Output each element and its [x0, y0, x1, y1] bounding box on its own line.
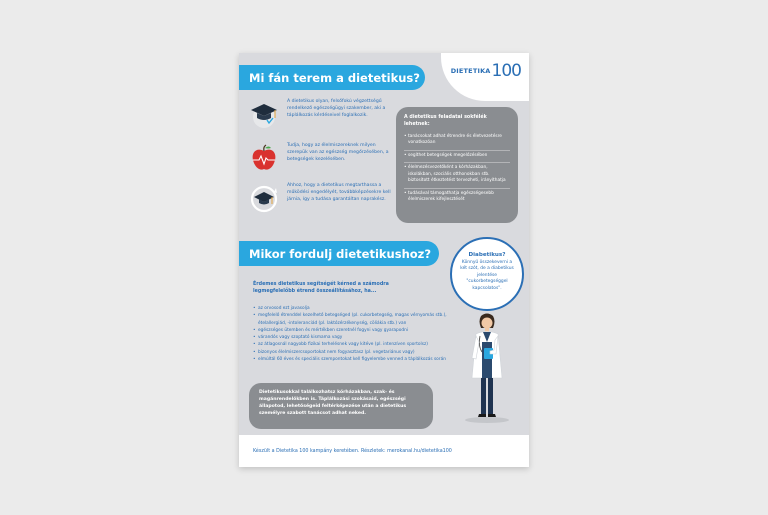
task-item: • segíthet betegségek megelőzésében	[404, 150, 510, 159]
tasks-title: A dietetikus feladatai sokfélék lehetnek:	[404, 115, 487, 127]
fact-text: Ahhoz, hogy a dietetikus megtarthassa a működési engedélyét, továbbképzésekre kell járnia, így a tudása garantáltan naprakész.	[287, 183, 391, 202]
fact-item	[247, 143, 392, 173]
when-item: • elmúltál 60 éves és speciális szempontokat kell figyelembe venned a táplálkozás során	[253, 356, 458, 363]
task-item: • tanácsokat adhat étrendre és életvezetésre vonatkozóan	[404, 134, 510, 147]
when-list	[253, 305, 458, 363]
diabetes-text: Könnyű összekeverni a két szót, de a diabetikus jelentése "cukorbetegséggel kapcsolatos".	[460, 260, 514, 291]
fact-text: A dietetikus olyan, felsőfokú végzettségű rendelkező egészségügyi szakember, aki a táplálkozás kérdéseivel foglalkozik.	[287, 99, 386, 118]
fact-item	[247, 99, 392, 129]
logo-word: DIETETIKA	[450, 67, 491, 75]
when-item: • az orvosod ezt javasolja	[253, 305, 458, 312]
when-item: • egészséges ütemben és mértékben szeretnél fogyni vagy gyarapodni	[253, 327, 458, 334]
when-item: • várandós vagy szoptató kismama vagy	[253, 334, 458, 341]
tasks-panel	[396, 107, 518, 223]
when-item: • bizonyos élelmiszercsoportokat nem fogyasztasz (pl. vegetariánus vagy)	[253, 349, 458, 356]
dietetika100-logo	[451, 61, 521, 81]
logo-number: 100	[491, 61, 521, 81]
apple-heartbeat-icon	[247, 143, 281, 173]
callout-panel: Dietetikusokkal találkozhatsz kórházakban, szak- és magánrendelőkben is. Táplálkozási szokásaid, egészségi állapotod, lehetőségeid feltérképezése után a dietetikus személyre szabott tanácsot adhat neked.	[249, 383, 433, 429]
diabetes-bubble	[450, 237, 524, 311]
footer-text: Készült a Dietetika 100 kampány keretében. Részletek: merokanal.hu/dietetika100	[253, 448, 452, 454]
graduation-refresh-icon	[247, 183, 281, 213]
fact-item	[247, 183, 392, 213]
dietitian-illustration	[460, 312, 514, 424]
fact-text: Tudja, hogy az élelmiszereknek milyen szerepük van az egészség megőrzésében, a betegségek kezelésében.	[287, 143, 389, 162]
diabetes-title: Diabetikus?	[468, 252, 506, 258]
task-item: • élelmezésvezetőként a kórházakban, iskolákban, szociális otthonokban stb. biztosított étkeztetést tervezheti, irányíthatja	[404, 162, 510, 184]
logo-background	[441, 53, 529, 101]
when-item: • megfelelő étrenddel kezelhető betegséged (pl. cukorbetegség, magas vérnyomás stb.), ételallergiád, -intoleranciád (pl. laktózérzékenység, cöliákia stb.) van	[253, 312, 458, 327]
graduation-cap-icon	[247, 99, 281, 129]
intro-text: Érdemes dietetikus segítségét kérned a számodra legmegfelelőbb étrend összeállításához, ha...	[253, 282, 389, 295]
tasks-list	[404, 134, 510, 204]
section2-title: Mikor fordulj dietetikushoz?	[239, 241, 439, 266]
section1-title: Mi fán terem a dietetikus?	[239, 65, 425, 90]
when-item: • az átlagosnál nagyobb fizikai terhelésnek vagy kitéve (pl. intenzíven sportolsz)	[253, 341, 458, 348]
footer	[239, 435, 529, 467]
poster	[239, 53, 529, 467]
task-item: • tudásával támogathatja egészségesebb élelmiszerek kifejlesztését	[404, 188, 510, 204]
